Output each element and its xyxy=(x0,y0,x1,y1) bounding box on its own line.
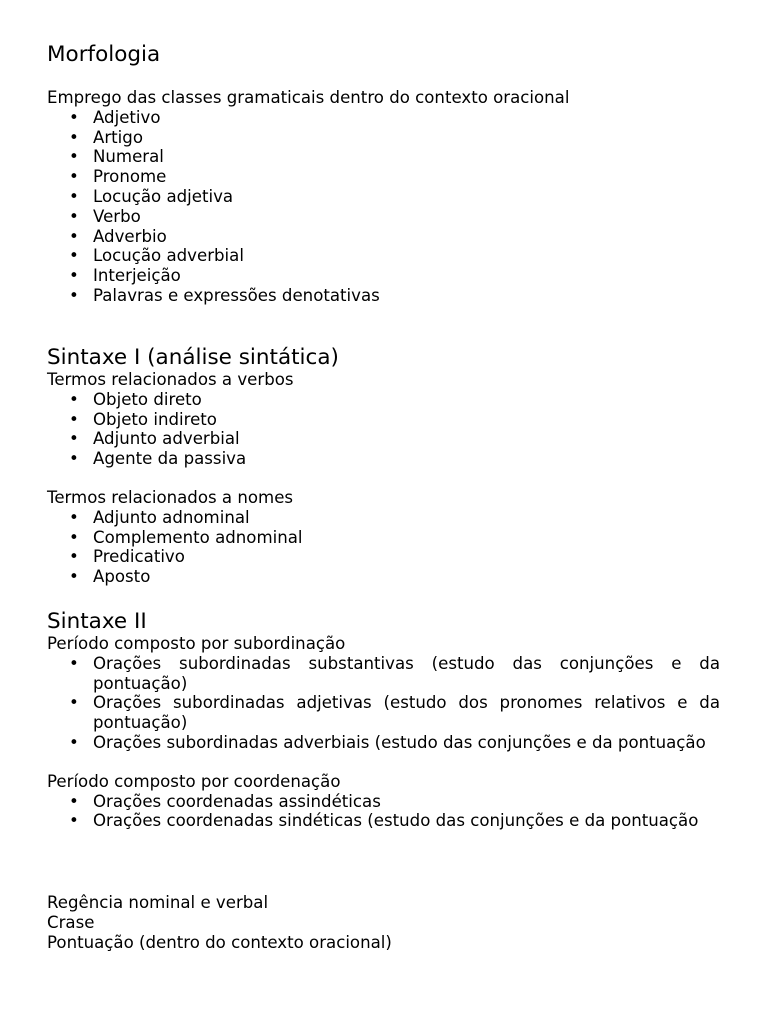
section-title-sintaxe-1: Sintaxe I (análise sintática) xyxy=(47,345,339,370)
list-item: • Objeto direto xyxy=(69,389,202,409)
bullet-icon: • xyxy=(69,206,79,226)
bullet-icon: • xyxy=(69,127,79,147)
sintaxe-1-nomes-list xyxy=(47,508,720,587)
bullet-icon: • xyxy=(69,527,79,547)
list-item: • Locução adverbial xyxy=(69,246,244,266)
section-morfologia xyxy=(47,43,720,306)
list-item: • Agente da passiva xyxy=(69,449,247,469)
list-item: • Adjetivo xyxy=(69,107,161,127)
bullet-icon: • xyxy=(69,567,79,587)
bullet-icon: • xyxy=(69,186,79,206)
sintaxe-2-group-label-subordinacao: Período composto por subordinação xyxy=(47,634,346,653)
bullet-icon: • xyxy=(69,693,79,713)
sintaxe-1-verbos-list xyxy=(47,390,720,469)
list-item: • Orações subordinadas adverbiais (estudo das conjunções e da pontuação xyxy=(69,732,706,752)
bullet-icon: • xyxy=(69,507,79,527)
morfologia-list xyxy=(47,108,720,306)
sintaxe-1-group-label-nomes: Termos relacionados a nomes xyxy=(47,487,294,507)
list-item: • Orações subordinadas substantivas (estudo das conjunções e da pontuação) xyxy=(69,653,720,693)
list-item: • Adverbio xyxy=(69,226,167,246)
list-item: • Orações coordenadas sindéticas (estudo das conjunções e da pontuação xyxy=(69,811,699,831)
bullet-icon: • xyxy=(69,147,79,167)
bullet-icon: • xyxy=(69,107,79,127)
bullet-icon: • xyxy=(69,285,79,305)
bullet-icon: • xyxy=(69,266,79,286)
bullet-icon: • xyxy=(69,226,79,246)
list-item: • Artigo xyxy=(69,127,143,147)
list-item: • Aposto xyxy=(69,567,151,587)
section-extras xyxy=(47,893,720,952)
regencia-line: Regência nominal e verbal xyxy=(47,893,269,912)
list-item: • Numeral xyxy=(69,147,164,167)
list-item: • Orações subordinadas adjetivas (estudo dos pronomes relativos e da pontuação) xyxy=(69,693,720,733)
list-item: • Locução adjetiva xyxy=(69,186,234,206)
list-item: • Complemento adnominal xyxy=(69,527,303,547)
bullet-icon: • xyxy=(69,811,79,831)
bullet-icon: • xyxy=(69,246,79,266)
sintaxe-2-subordinacao-list xyxy=(47,654,720,753)
bullet-icon: • xyxy=(69,547,79,567)
section-title-morfologia: Morfologia xyxy=(47,42,161,67)
crase-line: Crase xyxy=(47,912,95,932)
section-sintaxe-1 xyxy=(47,346,720,587)
bullet-icon: • xyxy=(69,791,79,811)
list-item: • Interjeição xyxy=(69,266,181,286)
list-item: • Objeto indireto xyxy=(69,409,217,429)
bullet-icon: • xyxy=(69,409,79,429)
list-item: • Predicativo xyxy=(69,547,185,567)
section-title-sintaxe-2: Sintaxe II xyxy=(47,609,147,634)
bullet-icon: • xyxy=(69,167,79,187)
list-item: • Orações coordenadas assindéticas xyxy=(69,791,381,811)
morfologia-intro: Emprego das classes gramaticais dentro do contexto oracional xyxy=(47,88,570,107)
sintaxe-1-group-label-verbos: Termos relacionados a verbos xyxy=(47,370,294,389)
bullet-icon: • xyxy=(69,653,79,673)
list-item: • Pronome xyxy=(69,167,167,187)
list-item: • Verbo xyxy=(69,206,141,226)
list-item: • Adjunto adverbial xyxy=(69,429,240,449)
list-item: • Adjunto adnominal xyxy=(69,507,250,527)
bullet-icon: • xyxy=(69,429,79,449)
section-sintaxe-2 xyxy=(47,610,720,831)
list-item: • Palavras e expressões denotativas xyxy=(69,285,380,305)
sintaxe-2-group-label-coordenacao: Período composto por coordenação xyxy=(47,771,341,791)
bullet-icon: • xyxy=(69,732,79,752)
bullet-icon: • xyxy=(69,449,79,469)
sintaxe-2-coordenacao-list xyxy=(47,792,720,832)
pontuacao-line: Pontuação (dentro do contexto oracional) xyxy=(47,932,392,952)
bullet-icon: • xyxy=(69,389,79,409)
